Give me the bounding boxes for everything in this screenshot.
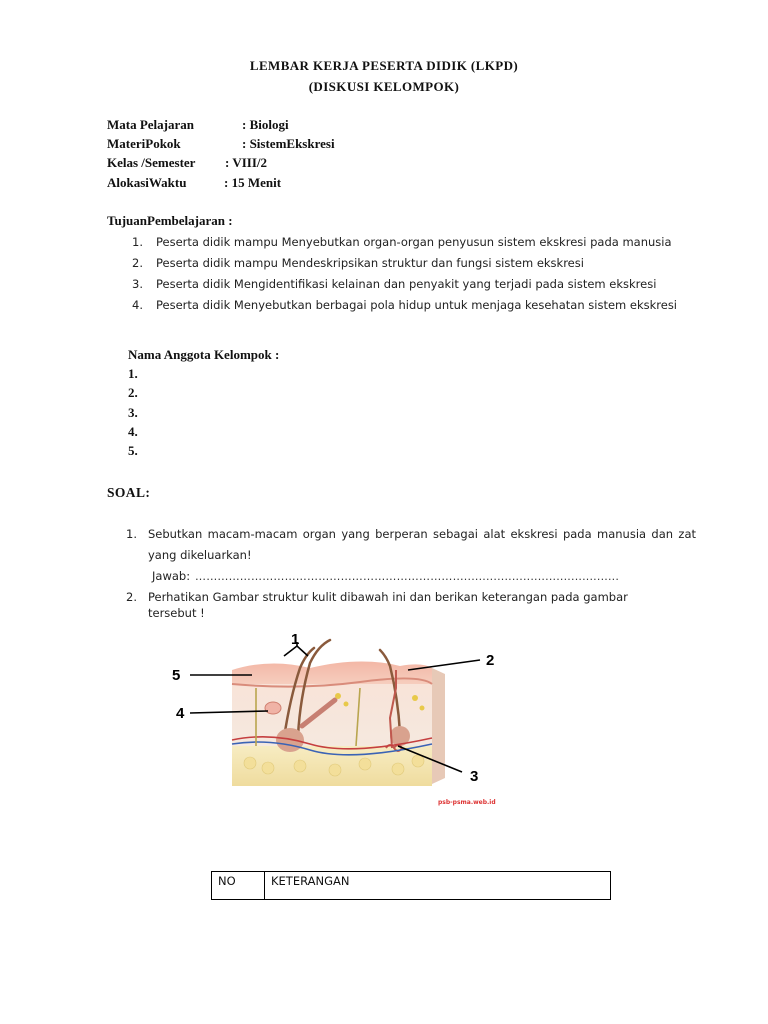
group-member-number: 5. [128,443,138,458]
info-value-subject: : Biologi [242,117,289,132]
answer-dotted-line: ……………………………………………………………….......................................... [195,570,620,583]
question-1-line-2: yang dikeluarkan! [148,548,252,562]
table-header-keterangan: KETERANGAN [265,872,611,900]
soal-heading: SOAL: [107,485,151,500]
figure-watermark: psb-psma.web.id [438,799,496,806]
info-label-time: AlokasiWaktu [107,175,187,190]
answer-label: Jawab: [152,569,191,583]
objective-number: 4. [132,298,143,312]
objective-number: 1. [132,235,143,249]
question-2-line-2: tersebut ! [148,606,205,620]
info-value-time: : 15 Menit [224,175,282,190]
document-title: LEMBAR KERJA PESERTA DIDIK (LKPD) [249,58,519,73]
figure-label-4: 4 [176,705,185,722]
figure-label-3: 3 [470,768,479,785]
group-member-number: 2. [128,385,138,400]
figure-label-5: 5 [172,667,181,684]
table-header-row [212,872,611,900]
info-value-class: : VIII/2 [225,155,268,170]
group-heading: Nama Anggota Kelompok : [128,347,280,362]
skin-structure-figure [160,628,540,818]
group-member-number: 3. [128,405,138,420]
question-2-line-1: Perhatikan Gambar struktur kulit dibawah ini dan berikan keterangan pada gambar [148,590,628,604]
objective-text: Peserta didik Menyebutkan berbagai pola hidup untuk menjaga kesehatan sistem ekskresi [156,298,678,312]
group-member-number: 1. [128,366,138,381]
info-value-topic: : SistemEkskresi [242,136,335,151]
answer-table [211,871,611,900]
objective-text: Peserta didik mampu Menyebutkan organ-organ penyusun sistem ekskresi pada manusia [156,235,672,249]
table-header-no: NO [212,872,265,900]
figure-label-1: 1 [291,631,300,648]
info-label-class: Kelas /Semester [107,155,196,170]
objective-number: 2. [132,256,143,270]
figure-label-2: 2 [486,652,495,669]
question-1-number: 1. [126,527,137,541]
document-subtitle: (DISKUSI KELOMPOK) [308,79,460,94]
question-2-number: 2. [126,590,137,604]
info-label-topic: MateriPokok [107,136,181,151]
objectives-heading: TujuanPembelajaran : [107,213,233,228]
objective-text: Peserta didik Mengidentifikasi kelainan dan penyakit yang terjadi pada sistem ekskresi [156,277,657,291]
objective-number: 3. [132,277,143,291]
group-member-number: 4. [128,424,138,439]
question-1-line-1: Sebutkan macam-macam organ yang berperan sebagai alat ekskresi pada manusia dan zat [148,527,696,541]
info-label-subject: Mata Pelajaran [107,117,195,132]
objective-text: Peserta didik mampu Mendeskripsikan struktur dan fungsi sistem ekskresi [156,256,584,270]
